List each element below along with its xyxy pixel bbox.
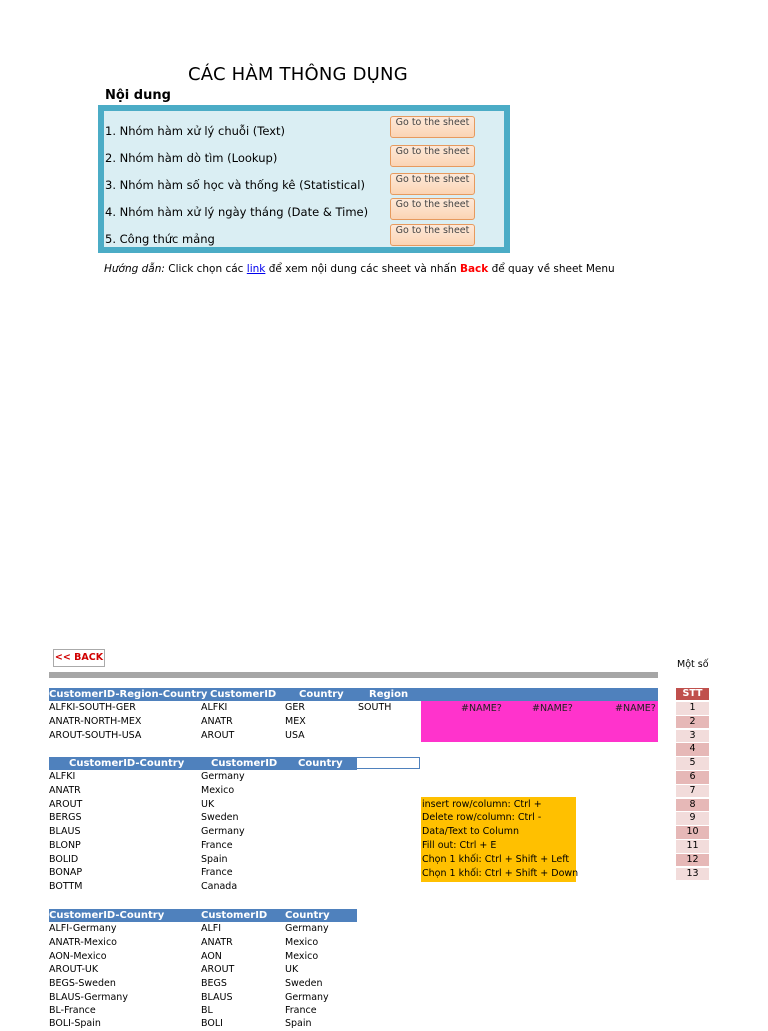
table2-cell: ANATR — [49, 785, 81, 796]
stt-cell: 12 — [676, 854, 709, 867]
table2-header-cell: Country — [298, 758, 343, 769]
goto-sheet-button-lookup[interactable]: Go to the sheet — [390, 145, 475, 167]
shortcut-tip: Fill out: Ctrl + E — [422, 840, 497, 851]
stt-cell: 7 — [676, 785, 709, 798]
shortcut-tip: Delete row/column: Ctrl - — [422, 812, 542, 823]
stt-cell: 2 — [676, 716, 709, 729]
stt-cell: 10 — [676, 826, 709, 839]
table2-cell: BLONP — [49, 840, 81, 851]
shortcut-tip: Chọn 1 khối: Ctrl + Shift + Left — [422, 854, 570, 865]
table2-cell: UK — [201, 799, 215, 810]
table2-header-cell: CustomerID-Country — [69, 758, 185, 769]
back-button[interactable]: << BACK — [53, 649, 105, 667]
goto-sheet-button-array[interactable]: Go to the sheet — [390, 224, 475, 246]
table2-cell: Germany — [201, 826, 245, 837]
table2-cell: Canada — [201, 881, 238, 892]
shortcut-tip: Data/Text to Column — [422, 826, 520, 837]
table3-cell: Mexico — [285, 937, 319, 948]
table3-cell: Sweden — [285, 978, 323, 989]
table2-cell: BLAUS — [49, 826, 81, 837]
page-title: CÁC HÀM THÔNG DỤNG — [188, 64, 408, 85]
shortcut-tip: Chọn 1 khối: Ctrl + Shift + Down — [422, 868, 579, 879]
table1-cell: AROUT — [201, 730, 235, 741]
goto-sheet-button-text[interactable]: Go to the sheet — [390, 116, 475, 138]
table2-cell: Spain — [201, 854, 228, 865]
table3-cell: Spain — [285, 1018, 312, 1029]
table3-cell: BL-France — [49, 1005, 96, 1016]
table3-cell: France — [285, 1005, 317, 1016]
guide-text-2: để xem nội dung các sheet và nhấn — [265, 263, 460, 275]
stt-cell: 13 — [676, 868, 709, 881]
menu-item-array: 5. Công thức mảng — [105, 232, 215, 246]
table3-cell: AROUT-UK — [49, 964, 99, 975]
name-error-cell: #NAME? — [615, 703, 656, 714]
menu-item-statistical: 3. Nhóm hàm số học và thống kê (Statistical) — [105, 178, 365, 192]
table2-cell: France — [201, 840, 233, 851]
table3-cell: BLAUS — [201, 992, 233, 1003]
stt-cell: 4 — [676, 743, 709, 756]
stt-cell: 3 — [676, 730, 709, 743]
stt-cell: 5 — [676, 757, 709, 770]
guide-text-3: để quay về sheet Menu — [488, 263, 615, 275]
table3-cell: UK — [285, 964, 299, 975]
table2-cell: BOLID — [49, 854, 79, 865]
table3-cell: Mexico — [285, 951, 319, 962]
name-error-cell: #NAME? — [532, 703, 573, 714]
table2-cell: Mexico — [201, 785, 235, 796]
guide-text — [104, 263, 615, 275]
table1-cell: SOUTH — [358, 702, 392, 713]
stt-cell: 1 — [676, 702, 709, 715]
stt-cell: 8 — [676, 799, 709, 812]
table3-cell: BEGS-Sweden — [49, 978, 116, 989]
table2-cell: AROUT — [49, 799, 83, 810]
table3-cell: BOLI-Spain — [49, 1018, 101, 1029]
guide-link[interactable]: link — [246, 263, 266, 275]
table3-cell: BOLI — [201, 1018, 223, 1029]
side-note: Một số — [677, 659, 709, 670]
table2-cell: BERGS — [49, 812, 82, 823]
guide-text-1: Click chọn các — [164, 263, 247, 275]
guide-back-word: Back — [459, 263, 489, 275]
table2-cell: France — [201, 867, 233, 878]
menu-item-lookup: 2. Nhóm hàm dò tìm (Lookup) — [105, 151, 278, 165]
stt-cell: 11 — [676, 840, 709, 853]
table2-cell: Germany — [201, 771, 245, 782]
table3-cell: BL — [201, 1005, 213, 1016]
table2-cell: ALFKI — [49, 771, 76, 782]
table1-header-cell: CustomerID-Region-Country — [49, 689, 208, 700]
table3-cell: BEGS — [201, 978, 227, 989]
table1-cell: ALFKI — [201, 702, 228, 713]
table1-cell: GER — [285, 702, 305, 713]
table1-header-cell: Region — [369, 689, 409, 700]
table2-header-cell: CustomerID — [211, 758, 278, 769]
table3-cell: Germany — [285, 923, 329, 934]
table1-cell: MEX — [285, 716, 306, 727]
table2-cell: Sweden — [201, 812, 239, 823]
table2-header-empty — [357, 757, 420, 769]
guide-prefix: Hướng dẫn: — [104, 263, 165, 275]
divider-bar — [49, 672, 658, 678]
name-error-cell: #NAME? — [461, 703, 502, 714]
table3-header-cell: CustomerID-Country — [49, 910, 165, 921]
table3-cell: ALFI — [201, 923, 222, 934]
shortcut-tip: insert row/column: Ctrl + — [422, 799, 542, 810]
table3-cell: ANATR-Mexico — [49, 937, 117, 948]
table3-cell: BLAUS-Germany — [49, 992, 128, 1003]
table3-header-cell: CustomerID — [201, 910, 268, 921]
stt-cell: 9 — [676, 812, 709, 825]
table3-header-cell: Country — [285, 910, 330, 921]
table3-cell: ALFI-Germany — [49, 923, 117, 934]
table2-cell: BONAP — [49, 867, 83, 878]
table3-cell: AON — [201, 951, 222, 962]
table1-cell: ALFKI-SOUTH-GER — [49, 702, 136, 713]
table1-cell: ANATR-NORTH-MEX — [49, 716, 142, 727]
table1-header-cell: Country — [299, 689, 344, 700]
table1-cell: AROUT-SOUTH-USA — [49, 730, 142, 741]
table3-cell: Germany — [285, 992, 329, 1003]
goto-sheet-button-datetime[interactable]: Go to the sheet — [390, 198, 475, 220]
section-subtitle: Nội dung — [105, 88, 171, 103]
table1-cell: ANATR — [201, 716, 233, 727]
stt-header: STT — [676, 688, 709, 700]
table1-cell: USA — [285, 730, 305, 741]
goto-sheet-button-statistical[interactable]: Go to the sheet — [390, 173, 475, 195]
table1-header-cell: CustomerID — [210, 689, 277, 700]
table3-cell: AON-Mexico — [49, 951, 107, 962]
stt-cell: 6 — [676, 771, 709, 784]
table3-cell: AROUT — [201, 964, 235, 975]
table3-cell: ANATR — [201, 937, 233, 948]
menu-item-text: 1. Nhóm hàm xử lý chuỗi (Text) — [105, 124, 286, 138]
menu-item-datetime: 4. Nhóm hàm xử lý ngày tháng (Date & Time) — [105, 205, 369, 219]
table2-cell: BOTTM — [49, 881, 83, 892]
